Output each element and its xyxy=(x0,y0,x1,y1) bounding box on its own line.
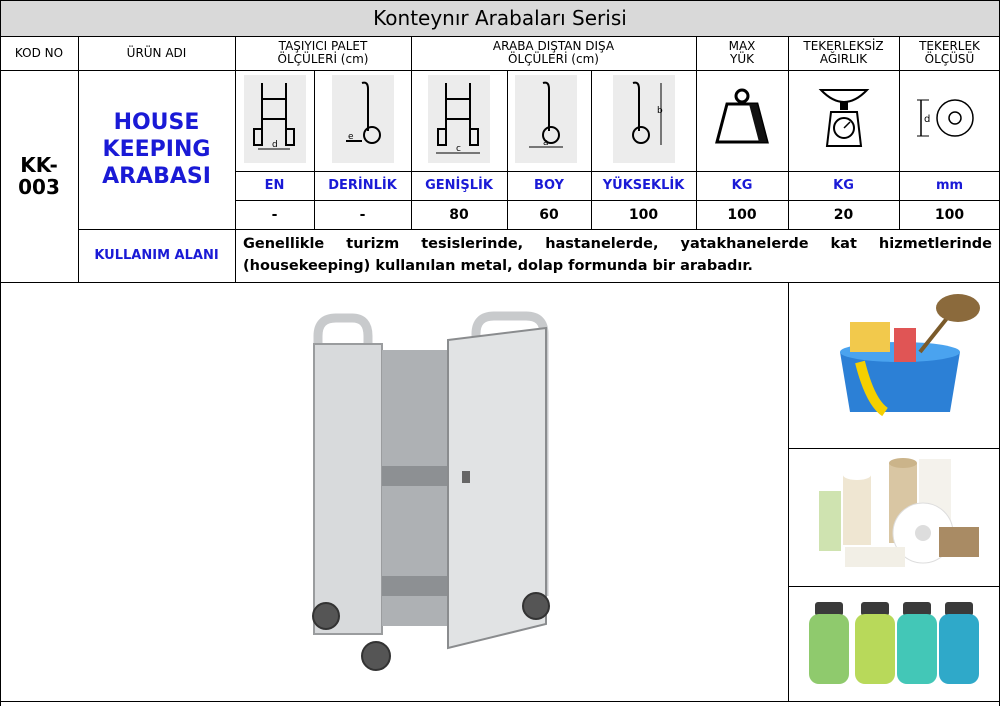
label-yukseklik: YÜKSEKLİK xyxy=(602,178,685,193)
value-en: - xyxy=(271,206,278,223)
toiletry-bottles-photo xyxy=(803,592,989,692)
product-name-line2: KEEPING xyxy=(102,137,211,162)
svg-text:d: d xyxy=(272,140,278,150)
label-tare-kg: KG xyxy=(833,178,854,193)
trolley-side-icon xyxy=(332,75,394,163)
value-mm: 100 xyxy=(934,206,965,223)
label-genislik: GENİŞLİK xyxy=(425,178,493,193)
trolley-front-icon xyxy=(244,75,306,163)
product-name-line3: ARABASI xyxy=(102,164,211,189)
header-kod: KOD NO xyxy=(14,45,64,60)
trolley-width-icon xyxy=(428,75,490,163)
trolley-length-icon xyxy=(515,75,577,163)
product-code-line2: 003 xyxy=(18,175,60,199)
svg-text:a: a xyxy=(543,138,549,148)
value-tare-kg: 20 xyxy=(833,206,854,223)
page-title: Konteynır Arabaları Serisi xyxy=(0,0,1000,36)
paper-products-photo xyxy=(815,455,985,580)
svg-text:b: b xyxy=(657,106,663,116)
label-derinlik: DERİNLİK xyxy=(328,178,397,193)
housekeeping-cart-photo xyxy=(300,306,560,681)
weight-icon xyxy=(711,82,773,152)
header-tasiyici: TAŞIYICI PALET ÖLÇÜLERİ (cm) xyxy=(277,39,369,66)
usage-label: KULLANIM ALANI xyxy=(94,248,219,263)
product-name xyxy=(78,70,235,229)
cleaning-supplies-photo xyxy=(810,292,985,422)
usage-description: Genellikle turizm tesislerinde, hastanelerde, yatakhanelerde kat hizmetlerinde (housekeeping) kullanılan metal, dolap formunda bir arabadır. xyxy=(243,236,992,274)
label-max-kg: KG xyxy=(731,178,753,193)
product-code xyxy=(0,70,78,282)
label-mm: mm xyxy=(935,178,964,193)
label-en: EN xyxy=(264,178,285,193)
svg-text:e: e xyxy=(348,132,354,142)
value-boy: 60 xyxy=(539,206,559,223)
product-code-line1: KK- xyxy=(20,153,58,177)
header-urun-adi: ÜRÜN ADI xyxy=(126,45,187,60)
header-tekerleksiz: TEKERLEKSİZ AĞIRLIK xyxy=(803,39,884,66)
svg-text:d: d xyxy=(924,114,931,125)
header-max-yuk: MAX YÜK xyxy=(728,39,756,66)
scale-icon xyxy=(813,80,875,152)
value-max-kg: 100 xyxy=(727,206,757,223)
header-tekerlek: TEKERLEK ÖLÇÜSÜ xyxy=(919,39,980,66)
svg-text:c: c xyxy=(456,144,461,154)
label-boy: BOY xyxy=(534,178,564,193)
trolley-height-icon xyxy=(613,75,675,163)
wheel-icon xyxy=(915,94,977,142)
header-araba: ARABA DIŞTAN DIŞA ÖLÇÜLERİ (cm) xyxy=(492,39,615,66)
product-name-line1: HOUSE xyxy=(113,110,200,135)
value-genislik: 80 xyxy=(449,206,469,223)
value-derinlik: - xyxy=(359,206,366,223)
value-yukseklik: 100 xyxy=(628,206,659,223)
